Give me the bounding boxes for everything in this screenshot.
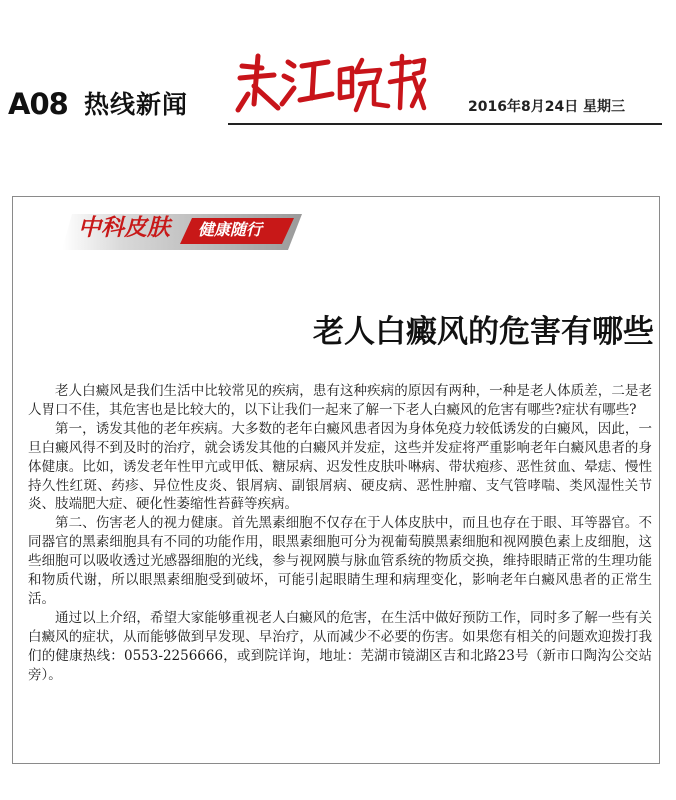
masthead-calligraphy-logo	[228, 48, 428, 122]
newspaper-masthead	[228, 48, 428, 122]
page-number: A08	[8, 87, 68, 121]
sponsor-slogan: 健康随行	[198, 220, 263, 239]
header-rule	[228, 123, 662, 125]
issue-date: 2016年8月24日 星期三	[468, 99, 626, 115]
article-paragraph: 第二、伤害老人的视力健康。首先黑素细胞不仅存在于人体皮肤中，而且也存在于眼、耳等器官。不同器官的黑素细胞具有不同的功能作用，眼黑素细胞可分为视葡萄膜黑素细胞和视网膜色素上皮细胞，这些细胞可以吸收透过光感器细胞的光线，参与视网膜与脉血管系统的物质交换，维持眼睛正常的生理功能和物质代谢，所以眼黑素细胞受到破坏，可能引起眼睛生理和病理变化，影响老年白癜风患者的正常生活。	[28, 515, 652, 607]
article-paragraph: 第一，诱发其他的老年疾病。大多数的老年白癜风患者因为身体免疫力较低诱发的白癜风，因此，一旦白癜风得不到及时的治疗，就会诱发其他的白癜风并发症，这些并发症将严重影响老年白癜风患者的身体健康。比如，诱发老年性甲亢或甲低、糖尿病、迟发性皮肤卟啉病、带状疱疹、恶性贫血、晕痣、慢性持久性红斑、药疹、异位性皮炎、银屑病、副银屑病、硬皮病、恶性肿瘤、支气管哮喘、类风湿性关节炎、肢端肥大症、硬化性萎缩性苔藓等疾病。	[28, 420, 652, 513]
article-body	[28, 382, 652, 685]
article-title: 老人白癜风的危害有哪些	[313, 314, 654, 350]
article-paragraph: 老人白癜风是我们生活中比较常见的疾病，患有这种疾病的原因有两种，一种是老人体质差，二是老人胃口不佳，其危害也是比较大的，以下让我们一起来了解一下老人白癜风的危害有哪些?症状有哪些?	[28, 383, 652, 418]
section-title: 热线新闻	[84, 90, 189, 119]
article-paragraph: 通过以上介绍，希望大家能够重视老人白癜风的危害，在生活中做好预防工作，同时多了解一些有关白癜风的症状，从而能够做到早发现、早治疗，从而减少不必要的伤害。如果您有相关的问题欢迎拨打我们的健康热线：0553-2256666，或到院详询，地址：芜湖市镜湖区吉和北路23号（新市口陶沟公交站旁）。	[28, 609, 652, 683]
sponsor-brand: 中科皮肤	[78, 215, 170, 241]
